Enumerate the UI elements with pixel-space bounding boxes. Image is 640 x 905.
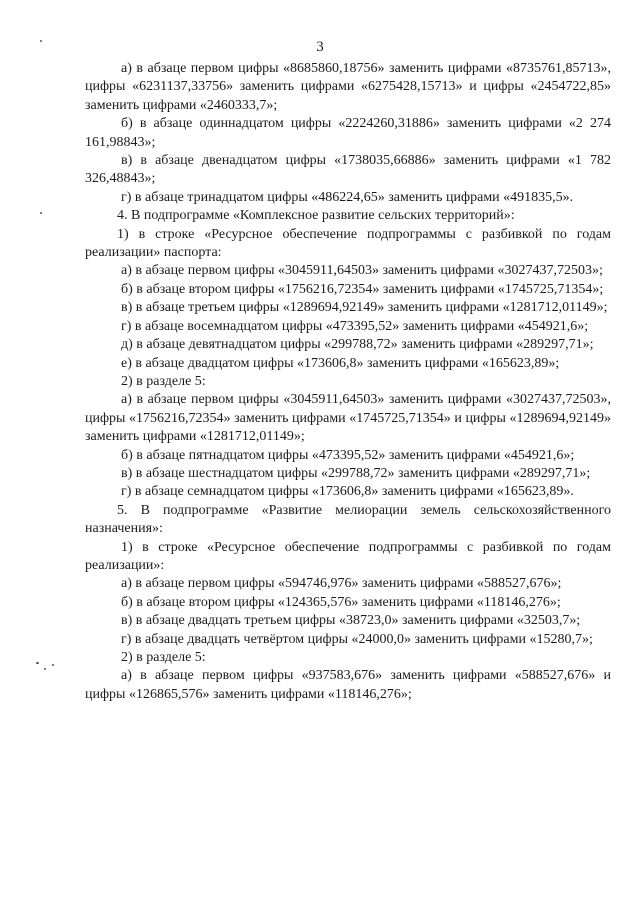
amendment-item: б) в абзаце одиннадцатом цифры «2224260,31886» заменить цифрами «2 274 161,98843»;	[85, 116, 611, 150]
scan-speck	[40, 212, 42, 214]
amendment-item: в) в абзаце двадцать третьем цифры «38723,0» заменить цифрами «32503,7»;	[121, 613, 581, 629]
amendment-item: а) в абзаце первом цифры «8685860,18756» заменить цифрами «8735761,85713», цифры «6231137,33756» заменить цифрами «6275428,15713» и цифры «2454722,85» заменить цифрами «2460333,7»;	[85, 61, 611, 113]
amendment-item: г) в абзаце семнадцатом цифры «173606,8» заменить цифрами «165623,89».	[121, 484, 574, 500]
amendment-item: б) в абзаце пятнадцатом цифры «473395,52» заменить цифрами «454921,6»;	[121, 447, 575, 463]
subsection-heading: 2) в разделе 5:	[121, 373, 206, 389]
amendment-item: а) в абзаце первом цифры «937583,676» заменить цифрами «588527,676» и цифры «126865,576» заменить цифрами «118146,276»;	[85, 668, 611, 702]
amendment-item: г) в абзаце тринадцатом цифры «486224,65» заменить цифрами «491835,5».	[121, 189, 574, 205]
amendment-item: в) в абзаце двенадцатом цифры «1738035,66886» заменить цифрами «1 782 326,48843»;	[85, 153, 611, 187]
amendment-item: б) в абзаце втором цифры «1756216,72354» заменить цифрами «1745725,71354»;	[121, 281, 604, 297]
amendment-item: г) в абзаце двадцать четвёртом цифры «24000,0» заменить цифрами «15280,7»;	[121, 631, 593, 647]
amendment-item: в) в абзаце шестнадцатом цифры «299788,72» заменить цифрами «289297,71»;	[121, 465, 591, 481]
page-number: 3	[316, 39, 324, 55]
amendment-item: г) в абзаце восемнадцатом цифры «473395,52» заменить цифрами «454921,6»;	[121, 318, 589, 334]
amendment-item: е) в абзаце двадцатом цифры «173606,8» заменить цифрами «165623,89»;	[121, 355, 560, 371]
amendment-item: в) в абзаце третьем цифры «1289694,92149» заменить цифрами «1281712,01149»;	[121, 300, 608, 316]
scan-speck	[52, 664, 54, 666]
section-heading: 5. В подпрограмме «Развитие мелиорации земель сельскохозяйственного назначения»:	[85, 502, 611, 537]
document-body	[85, 60, 611, 704]
subsection-heading: 1) в строке «Ресурсное обеспечение подпрограммы с разбивкой по годам реализации»:	[85, 539, 611, 573]
subsection-heading: 1) в строке «Ресурсное обеспечение подпрограммы с разбивкой по годам реализации» паспорта:	[85, 226, 611, 261]
subsection-heading: 2) в разделе 5:	[121, 650, 206, 665]
section-heading: 4. В подпрограмме «Комплексное развитие сельских территорий»:	[117, 208, 515, 224]
amendment-item: а) в абзаце первом цифры «3045911,64503» заменить цифрами «3027437,72503»;	[121, 263, 603, 279]
amendment-item: а) в абзаце первом цифры «594746,976» заменить цифрами «588527,676»;	[121, 576, 562, 592]
amendment-item: а) в абзаце первом цифры «3045911,64503» заменить цифрами «3027437,72503», цифры «1756216,72354» заменить цифрами «1745725,71354» и цифры «1289694,92149» заменить цифрами «1281712,01149»;	[85, 392, 611, 445]
scan-speck	[44, 668, 46, 670]
scan-speck	[36, 662, 39, 664]
scan-speck	[40, 40, 42, 42]
amendment-item: д) в абзаце девятнадцатом цифры «299788,72» заменить цифрами «289297,71»;	[121, 337, 594, 353]
amendment-item: б) в абзаце втором цифры «124365,576» заменить цифрами «118146,276»;	[121, 594, 561, 610]
